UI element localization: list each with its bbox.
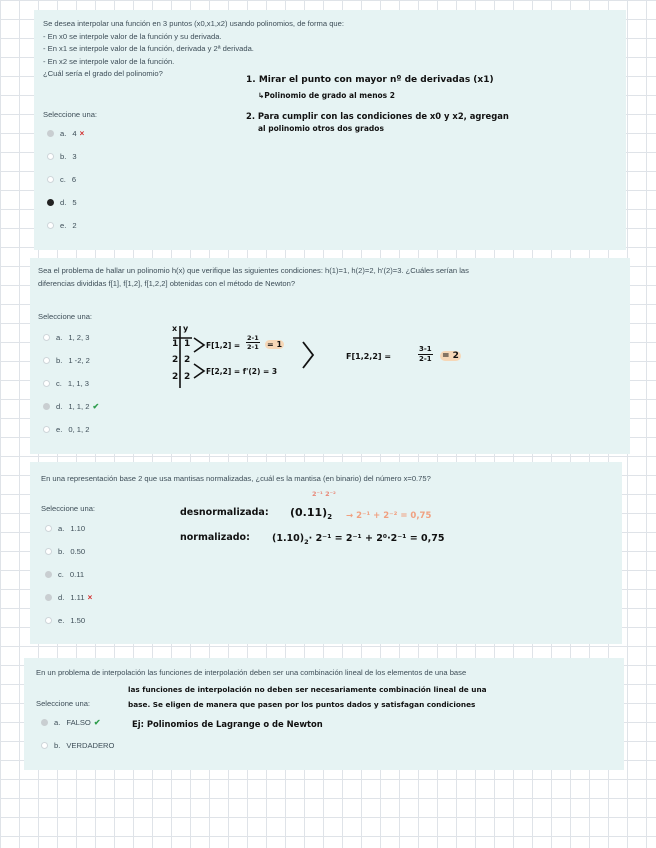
question-line: Sea el problema de hallar un polinomio h(x) que verifique las siguientes condiciones: h(1)=1, h(2)=2, h'(2)=3. ¿Cuáles serían las [38, 266, 469, 275]
denominator: 2-1 [419, 355, 432, 363]
question-line: En una representación base 2 que usa mantisas normalizadas, ¿cuál es la mantisa (en binario) del número x=0.75? [41, 474, 431, 483]
question-line: Se desea interpolar una función en 3 puntos (x0,x1,x2) usando polinomios, de forma que: [43, 19, 344, 28]
denormalized-exponents: 2⁻¹ 2⁻² [312, 490, 336, 498]
correct-icon: ✔ [93, 718, 101, 727]
binary-value: (0.11) [290, 506, 328, 519]
option-c[interactable] [47, 175, 76, 184]
table-cell: 1 [184, 339, 191, 349]
handwritten-note: 2. Para cumplir con las condiciones de x0 y x2, agregan [246, 111, 509, 121]
radio-button[interactable] [45, 525, 52, 532]
option-letter: c. [60, 175, 66, 184]
option-letter: b. [56, 356, 63, 365]
radio-button[interactable] [45, 594, 52, 601]
option-e[interactable] [43, 425, 89, 434]
highlighted-result: = 1 [267, 340, 283, 349]
option-label: 1.11 [70, 593, 85, 602]
option-d[interactable] [43, 402, 99, 411]
incorrect-icon: × [87, 593, 93, 602]
f122-result [440, 351, 461, 361]
option-label: 3 [72, 152, 77, 161]
option-label: 1.10 [70, 524, 86, 533]
option-letter: d. [60, 198, 67, 207]
select-one-label: Seleccione una: [41, 504, 96, 513]
radio-button[interactable] [47, 222, 54, 229]
option-b[interactable] [41, 741, 114, 750]
numerator: 3-1 [419, 345, 432, 353]
option-a[interactable] [41, 718, 101, 727]
option-label: 1, 1, 2 [68, 402, 90, 411]
option-letter: a. [56, 333, 63, 342]
option-c[interactable] [43, 379, 89, 388]
radio-button[interactable] [45, 571, 52, 578]
option-a[interactable] [43, 333, 89, 342]
correct-icon: ✔ [92, 402, 100, 411]
question-line: - En x1 se interpole valor de la función, derivada y 2ª derivada. [43, 44, 254, 53]
f12-result [265, 340, 284, 349]
table-cell: 2 [184, 355, 191, 365]
radio-button[interactable] [43, 426, 50, 433]
binary-value: (1.10) [272, 533, 305, 544]
option-letter: b. [60, 152, 67, 161]
radio-button[interactable] [43, 380, 50, 387]
normalized-result: · 2⁻¹ = 2⁻¹ + 2⁰·2⁻¹ = 0,75 [308, 533, 445, 544]
table-header-x: x [172, 324, 178, 333]
question-line: ¿Cuál sería el grado del polinomio? [43, 69, 163, 78]
option-a[interactable] [47, 129, 84, 138]
denormalized-result: → 2⁻¹ + 2⁻² = 0,75 [346, 511, 432, 521]
option-b[interactable] [43, 356, 90, 365]
radio-button[interactable] [47, 130, 54, 137]
incorrect-icon: × [79, 129, 85, 138]
handwritten-note: base. Se eligen de manera que pasen por los puntos dados y satisfagan condiciones [128, 700, 476, 709]
option-label: 4 [72, 129, 77, 138]
option-label: 1.50 [70, 616, 86, 625]
f122-label: F[1,2,2] = [346, 352, 392, 361]
radio-button[interactable] [43, 357, 50, 364]
question-4-text [36, 667, 616, 680]
option-label: FALSO [66, 718, 91, 727]
handwritten-note: Ej: Polinomios de Lagrange o de Newton [132, 719, 323, 729]
option-letter: b. [54, 741, 61, 750]
option-label: 1, 1, 3 [67, 379, 90, 388]
option-a[interactable] [45, 524, 85, 533]
normalized-value [272, 533, 444, 546]
option-label: 2 [72, 221, 77, 230]
option-e[interactable] [45, 616, 85, 625]
question-line: diferencias divididas f[1], f[1,2], f[1,2,2] obtenidas con el método de Newton? [38, 278, 296, 288]
option-e[interactable] [47, 221, 77, 230]
radio-button[interactable] [43, 334, 50, 341]
option-label: 0.50 [70, 547, 86, 556]
denormalized-label: desnormalizada: [180, 507, 269, 518]
select-one-label: Seleccione una: [38, 312, 93, 321]
option-label: 1 -2, 2 [68, 356, 90, 365]
radio-button[interactable] [45, 617, 52, 624]
table-cell: 2 [184, 372, 191, 382]
base-subscript: 2 [327, 513, 333, 522]
f122-fraction [418, 345, 433, 364]
option-label: VERDADERO [66, 741, 115, 750]
option-letter: a. [54, 718, 61, 727]
option-letter: b. [58, 547, 65, 556]
handwritten-note: al polinomio otros dos grados [258, 124, 384, 133]
f22-label: F[2,2] = f'(2) = 3 [206, 367, 278, 376]
f12-label: F[1,2] = [206, 341, 241, 350]
numerator: 2-1 [247, 334, 259, 342]
question-2-text [38, 265, 618, 290]
handwritten-note: las funciones de interpolación no deben ser necesariamente combinación lineal de una [128, 685, 487, 694]
option-label: 0, 1, 2 [68, 425, 90, 434]
question-3-text [41, 473, 601, 486]
option-b[interactable] [45, 547, 85, 556]
table-cell: 2 [172, 355, 179, 365]
highlighted-result: = 2 [442, 351, 459, 361]
option-label: 1, 2, 3 [68, 333, 90, 342]
radio-button[interactable] [41, 742, 48, 749]
normalized-label: normalizado: [180, 532, 250, 543]
denominator: 2-1 [247, 343, 259, 351]
f12-fraction [246, 334, 260, 351]
radio-button-selected[interactable] [47, 199, 54, 206]
select-one-label: Seleccione una: [43, 110, 98, 119]
radio-button[interactable] [45, 548, 52, 555]
table-header-y: y [183, 324, 189, 333]
option-label: 0.11 [69, 570, 85, 579]
question-line: - En x2 se interpole valor de la función. [43, 56, 175, 66]
option-d[interactable] [47, 198, 77, 207]
radio-button[interactable] [47, 176, 54, 183]
option-letter: e. [60, 221, 67, 230]
radio-button[interactable] [47, 153, 54, 160]
denormalized-value [290, 506, 332, 521]
radio-button[interactable] [41, 719, 48, 726]
option-letter: c. [56, 379, 62, 388]
question-1-text [43, 18, 463, 81]
question-line: - En x0 se interpole valor de la función y su derivada. [43, 31, 222, 41]
handwritten-note: 1. Mirar el punto con mayor nº de derivadas (x1) [246, 75, 494, 85]
table-cell: 2 [172, 372, 179, 382]
option-letter: a. [60, 129, 67, 138]
option-letter: e. [58, 616, 65, 625]
handwritten-note: ↳Polinomio de grado al menos 2 [258, 91, 395, 100]
option-letter: e. [56, 425, 63, 434]
table-cell: 1 [172, 339, 179, 349]
option-b[interactable] [47, 152, 77, 161]
option-letter: d. [58, 593, 65, 602]
option-label: 5 [72, 198, 77, 207]
option-letter: a. [58, 524, 65, 533]
option-c[interactable] [45, 570, 84, 579]
option-d[interactable] [45, 593, 92, 602]
option-letter: c. [58, 570, 64, 579]
radio-button[interactable] [43, 403, 50, 410]
select-one-label: Seleccione una: [36, 699, 91, 708]
base-subscript: 2 [304, 537, 309, 546]
option-letter: d. [56, 402, 63, 411]
question-line: En un problema de interpolación las funciones de interpolación deben ser una combinación lineal de los elementos de una base [36, 668, 467, 677]
option-label: 6 [71, 175, 77, 184]
